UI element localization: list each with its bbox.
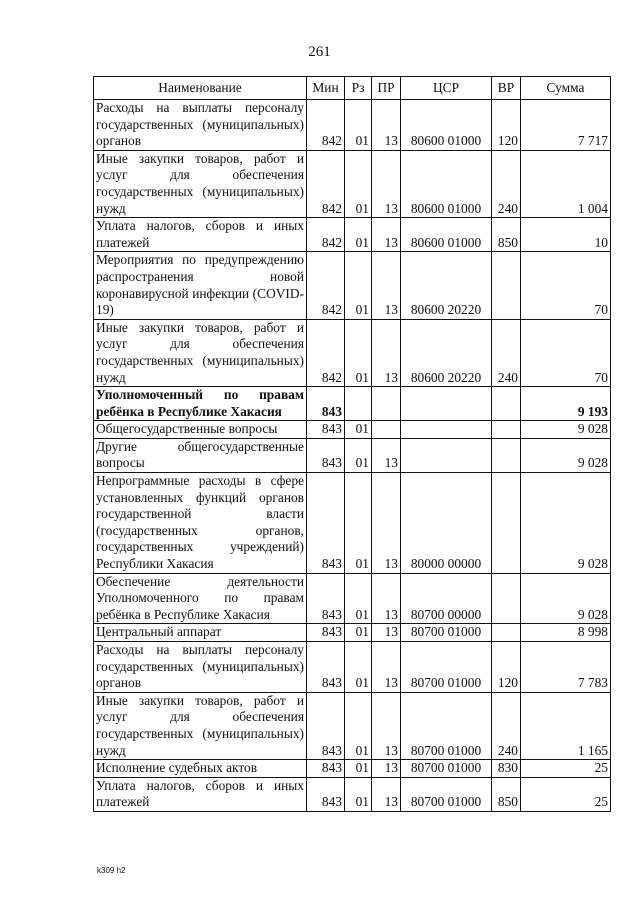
row-name: Исполнение судебных актов (94, 760, 307, 778)
row-csr (401, 387, 492, 421)
row-csr (401, 438, 492, 472)
row-rz: 01 (345, 438, 372, 472)
table-row (94, 760, 611, 778)
row-rz: 01 (345, 150, 372, 217)
row-rz: 01 (345, 218, 372, 252)
row-csr: 80700 01000 (401, 642, 492, 693)
row-name: Уполномоченный по правам ребёнка в Республике Хакасия (94, 387, 307, 421)
row-vr (492, 387, 521, 421)
row-name: Уплата налогов, сборов и иных платежей (94, 218, 307, 252)
row-csr: 80700 01000 (401, 760, 492, 778)
row-rz: 01 (345, 692, 372, 759)
row-min: 843 (307, 573, 345, 624)
row-sum: 9 028 (521, 421, 611, 439)
row-min: 843 (307, 642, 345, 693)
row-sum: 1 004 (521, 150, 611, 217)
row-sum: 9 028 (521, 473, 611, 574)
row-csr: 80600 20220 (401, 252, 492, 319)
row-pr: 13 (372, 573, 401, 624)
row-csr: 80700 00000 (401, 573, 492, 624)
table-row (94, 473, 611, 574)
table-row (94, 421, 611, 439)
row-min: 843 (307, 473, 345, 574)
row-sum: 25 (521, 760, 611, 778)
footer-code: k309 h2 (97, 866, 126, 875)
row-min: 843 (307, 624, 345, 642)
row-sum: 8 998 (521, 624, 611, 642)
row-sum: 1 165 (521, 692, 611, 759)
table-row (94, 692, 611, 759)
row-csr: 80700 01000 (401, 624, 492, 642)
row-pr: 13 (372, 473, 401, 574)
row-name: Мероприятия по предупреждению распространения новой коронавирусной инфекции (COVID-19) (94, 252, 307, 319)
row-vr (492, 252, 521, 319)
row-rz: 01 (345, 760, 372, 778)
row-csr: 80600 20220 (401, 319, 492, 386)
header-vr: ВР (492, 77, 521, 100)
header-sum: Сумма (521, 77, 611, 100)
header-csr: ЦСР (401, 77, 492, 100)
table-row (94, 319, 611, 386)
row-pr: 13 (372, 100, 401, 151)
row-name: Другие общегосударственные вопросы (94, 438, 307, 472)
table-row (94, 573, 611, 624)
table-row (94, 100, 611, 151)
row-min: 843 (307, 760, 345, 778)
row-name: Иные закупки товаров, работ и услуг для обеспечения государственных (муниципальных) нужд (94, 692, 307, 759)
row-pr: 13 (372, 777, 401, 811)
row-sum: 70 (521, 319, 611, 386)
row-vr (492, 438, 521, 472)
row-rz: 01 (345, 624, 372, 642)
row-name: Центральный аппарат (94, 624, 307, 642)
row-vr: 830 (492, 760, 521, 778)
table-row (94, 387, 611, 421)
table-row (94, 150, 611, 217)
row-min: 842 (307, 100, 345, 151)
row-pr (372, 421, 401, 439)
row-min: 843 (307, 777, 345, 811)
row-min: 842 (307, 319, 345, 386)
row-sum: 9 028 (521, 438, 611, 472)
row-sum: 9 193 (521, 387, 611, 421)
table-row (94, 777, 611, 811)
row-pr: 13 (372, 218, 401, 252)
row-csr (401, 421, 492, 439)
row-sum: 7 717 (521, 100, 611, 151)
row-pr: 13 (372, 642, 401, 693)
row-name: Расходы на выплаты персоналу государственных (муниципальных) органов (94, 642, 307, 693)
row-vr (492, 473, 521, 574)
row-pr (372, 387, 401, 421)
row-csr: 80600 01000 (401, 218, 492, 252)
row-rz (345, 387, 372, 421)
table-row (94, 252, 611, 319)
page-number: 261 (308, 44, 331, 60)
header-name: Наименование (94, 77, 307, 100)
row-vr: 120 (492, 100, 521, 151)
row-vr (492, 573, 521, 624)
row-csr: 80700 01000 (401, 692, 492, 759)
row-rz: 01 (345, 421, 372, 439)
header-pr: ПР (372, 77, 401, 100)
row-sum: 9 028 (521, 573, 611, 624)
row-vr: 240 (492, 692, 521, 759)
row-sum: 25 (521, 777, 611, 811)
row-pr: 13 (372, 760, 401, 778)
row-name: Общегосударственные вопросы (94, 421, 307, 439)
row-csr: 80000 00000 (401, 473, 492, 574)
header-rz: Рз (345, 77, 372, 100)
row-pr: 13 (372, 692, 401, 759)
row-csr: 80600 01000 (401, 100, 492, 151)
row-min: 843 (307, 387, 345, 421)
row-rz: 01 (345, 100, 372, 151)
row-min: 842 (307, 252, 345, 319)
row-min: 843 (307, 421, 345, 439)
row-name: Расходы на выплаты персоналу государственных (муниципальных) органов (94, 100, 307, 151)
table-row (94, 218, 611, 252)
budget-table (93, 76, 611, 812)
row-rz: 01 (345, 473, 372, 574)
row-min: 843 (307, 438, 345, 472)
row-pr: 13 (372, 438, 401, 472)
row-vr: 240 (492, 319, 521, 386)
row-vr (492, 421, 521, 439)
row-csr: 80700 01000 (401, 777, 492, 811)
row-pr: 13 (372, 252, 401, 319)
row-rz: 01 (345, 777, 372, 811)
row-min: 843 (307, 692, 345, 759)
row-vr (492, 624, 521, 642)
row-rz: 01 (345, 252, 372, 319)
row-name: Обеспечение деятельности Уполномоченного по правам ребёнка в Республике Хакасия (94, 573, 307, 624)
row-min: 842 (307, 218, 345, 252)
row-sum: 7 783 (521, 642, 611, 693)
row-sum: 10 (521, 218, 611, 252)
row-rz: 01 (345, 642, 372, 693)
row-vr: 120 (492, 642, 521, 693)
row-name: Иные закупки товаров, работ и услуг для обеспечения государственных (муниципальных) нужд (94, 319, 307, 386)
table-row (94, 624, 611, 642)
table-body (94, 100, 611, 812)
row-vr: 850 (492, 777, 521, 811)
row-rz: 01 (345, 573, 372, 624)
row-pr: 13 (372, 624, 401, 642)
row-pr: 13 (372, 150, 401, 217)
row-vr: 850 (492, 218, 521, 252)
row-rz: 01 (345, 319, 372, 386)
row-name: Иные закупки товаров, работ и услуг для обеспечения государственных (муниципальных) нужд (94, 150, 307, 217)
row-pr: 13 (372, 319, 401, 386)
table-header-row (94, 77, 611, 100)
row-csr: 80600 01000 (401, 150, 492, 217)
row-name: Непрограммные расходы в сфере установленных функций органов государственной власти (государственных органов, государственных учреждений) Республики Хакасия (94, 473, 307, 574)
table-row (94, 438, 611, 472)
header-min: Мин (307, 77, 345, 100)
row-min: 842 (307, 150, 345, 217)
row-sum: 70 (521, 252, 611, 319)
table-row (94, 642, 611, 693)
row-name: Уплата налогов, сборов и иных платежей (94, 777, 307, 811)
row-vr: 240 (492, 150, 521, 217)
